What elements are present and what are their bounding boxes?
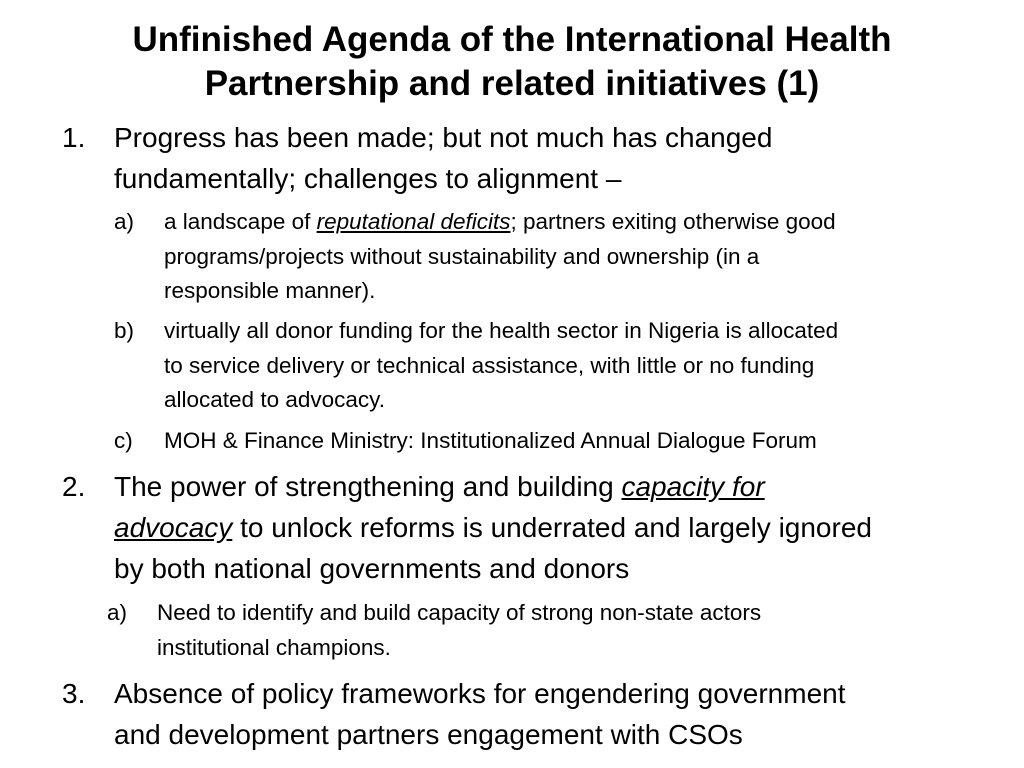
- sub-item-marker: a): [114, 209, 135, 234]
- text-run: ; partners exiting otherwise good: [510, 209, 836, 234]
- text-line: Need to identify and build capacity of strong non-state actors: [157, 600, 762, 625]
- text-run: a landscape of: [164, 209, 317, 234]
- sub-item-marker: c): [114, 428, 133, 453]
- text-line: programs/projects without sustainability and ownership (in a: [164, 243, 760, 269]
- emphasis-text: reputational deficits: [316, 209, 511, 234]
- emphasis-text: capacity for: [621, 471, 765, 502]
- list-item-text: [114, 466, 872, 589]
- title-line-1: Unfinished Agenda of the International Health: [132, 20, 892, 59]
- sub-item-marker: b): [114, 318, 135, 343]
- text-line: institutional champions.: [157, 634, 391, 660]
- list-item-marker: 3.: [62, 678, 86, 709]
- text-line: [114, 466, 872, 507]
- text-line: fundamentally; challenges to alignment –: [114, 163, 622, 194]
- text-line: to service delivery or technical assistance, with little or no funding: [164, 352, 815, 378]
- text-run: to unlock reforms is underrated and largely ignored: [232, 512, 872, 543]
- slide-title: [40, 18, 984, 106]
- title-line-2: Partnership and related initiatives (1): [204, 64, 820, 103]
- text-line: virtually all donor funding for the health sector in Nigeria is allocated: [164, 318, 839, 343]
- sub-item-text: [157, 596, 761, 665]
- list-item-marker: 2.: [62, 471, 86, 502]
- text-line: responsible manner).: [164, 278, 376, 303]
- list-item-text: [114, 117, 772, 199]
- sub-item-marker: a): [107, 600, 128, 625]
- sub-item-text: [164, 205, 836, 309]
- text-line: Absence of policy frameworks for engendering government: [114, 678, 846, 709]
- text-line: and development partners engagement with CSOs: [114, 719, 743, 750]
- sub-item-text: [164, 424, 817, 459]
- text-line: [114, 507, 872, 548]
- text-line: MOH & Finance Ministry: Institutionalized Annual Dialogue Forum: [164, 428, 817, 453]
- text-line: Progress has been made; but not much has changed: [114, 122, 773, 153]
- list-item-text: [114, 673, 846, 755]
- sub-item-text: [164, 314, 838, 418]
- text-line: [164, 205, 836, 240]
- emphasis-text: advocacy: [114, 512, 233, 543]
- text-run: The power of strengthening and building: [114, 471, 622, 502]
- text-line: by both national governments and donors: [114, 553, 630, 584]
- text-line: allocated to advocacy.: [164, 387, 385, 412]
- list-item-marker: 1.: [62, 122, 86, 153]
